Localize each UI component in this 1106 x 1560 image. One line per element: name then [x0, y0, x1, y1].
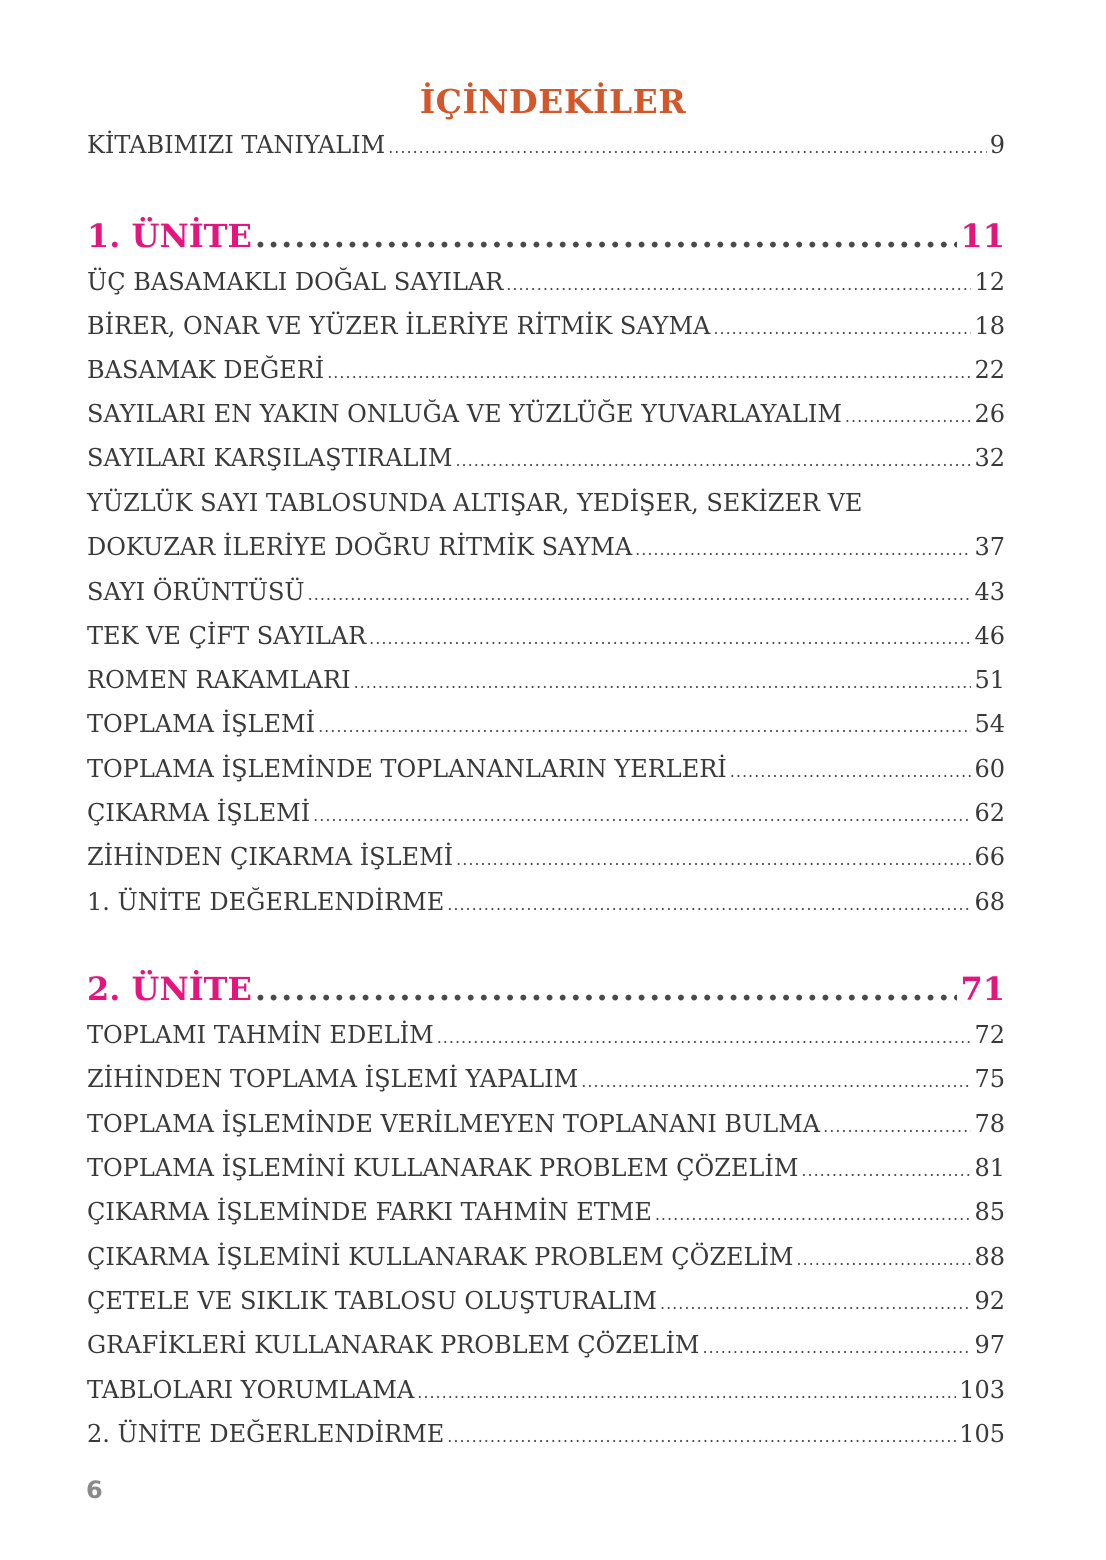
toc-entry-intro[interactable] — [87, 130, 1005, 163]
toc-entry-page: 12 — [974, 268, 1005, 296]
toc-entry-page: 54 — [974, 710, 1005, 738]
toc-entry-line-1[interactable] — [87, 488, 1005, 518]
dot-leader — [713, 314, 971, 344]
dot-leader — [255, 216, 958, 256]
toc-entry[interactable] — [87, 754, 1005, 787]
toc-entry[interactable] — [87, 1197, 1005, 1230]
toc-entry-page: 60 — [974, 755, 1005, 783]
toc-entry-page: 51 — [974, 666, 1005, 694]
toc-entry[interactable] — [87, 1419, 1005, 1452]
toc-entry-page: 105 — [959, 1420, 1005, 1448]
toc-entry-page: 78 — [974, 1110, 1005, 1138]
toc-entry-page: 103 — [959, 1376, 1005, 1404]
toc-entry[interactable] — [87, 1109, 1005, 1142]
toc-entry[interactable] — [87, 355, 1005, 388]
toc-entry-label: TOPLAMI TAHMİN EDELİM — [87, 1021, 434, 1049]
toc-entry-label: 1. ÜNİTE DEĞERLENDİRME — [87, 888, 445, 916]
toc-entry[interactable] — [87, 1330, 1005, 1363]
dot-leader — [730, 757, 972, 787]
toc-entry-page: 81 — [974, 1154, 1005, 1182]
toc-entry[interactable] — [87, 311, 1005, 344]
toc-entry-label: ZİHİNDEN TOPLAMA İŞLEMİ YAPALIM — [87, 1065, 579, 1093]
toc-entry-label: KİTABIMIZI TANIYALIM — [87, 131, 386, 159]
toc-entry-label: ZİHİNDEN ÇIKARMA İŞLEMİ — [87, 843, 454, 871]
toc-entry[interactable] — [87, 267, 1005, 300]
toc-entry-page: 75 — [974, 1065, 1005, 1093]
unit-heading-label: 2. ÜNİTE — [87, 970, 252, 1008]
toc-entry-page: 26 — [974, 400, 1005, 428]
unit-heading-1[interactable] — [87, 216, 1005, 256]
toc-entry-page: 37 — [974, 533, 1005, 561]
toc-entry[interactable] — [87, 1064, 1005, 1097]
toc-entry-page: 68 — [974, 888, 1005, 916]
toc-entry-label: ÜÇ BASAMAKLI DOĞAL SAYILAR — [87, 268, 504, 296]
dot-leader — [354, 668, 972, 698]
unit-heading-2[interactable] — [87, 969, 1005, 1009]
toc-entry-page: 88 — [974, 1243, 1005, 1271]
dot-leader — [845, 402, 972, 432]
toc-entry-label: TEK VE ÇİFT SAYILAR — [87, 622, 367, 650]
toc-entry-label: DOKUZAR İLERİYE DOĞRU RİTMİK SAYMA — [87, 533, 633, 561]
toc-entry-page: 22 — [974, 356, 1005, 384]
dot-leader — [655, 1200, 972, 1230]
toc-entry-label: YÜZLÜK SAYI TABLOSUNDA ALTIŞAR, YEDİŞER, SEKİZER VE — [87, 489, 863, 517]
toc-entry[interactable] — [87, 1286, 1005, 1319]
dot-leader — [506, 270, 971, 300]
toc-entry-label: SAYI ÖRÜNTÜSÜ — [87, 578, 305, 606]
toc-entry-label: ÇIKARMA İŞLEMİ — [87, 799, 311, 827]
toc-entry-label: TOPLAMA İŞLEMİNİ KULLANARAK PROBLEM ÇÖZELİM — [87, 1154, 799, 1182]
toc-entry[interactable] — [87, 1153, 1005, 1186]
dot-leader — [660, 1289, 971, 1319]
dot-leader — [447, 890, 971, 920]
dot-leader — [801, 1156, 971, 1186]
toc-entry-page: 32 — [974, 444, 1005, 472]
toc-entry-label: TOPLAMA İŞLEMİNDE VERİLMEYEN TOPLANANI BULMA — [87, 1110, 821, 1138]
toc-entry-page: 66 — [974, 843, 1005, 871]
dot-leader — [797, 1245, 972, 1275]
dot-leader — [388, 133, 987, 163]
toc-entry-label: ROMEN RAKAMLARI — [87, 666, 351, 694]
toc-entry[interactable] — [87, 577, 1005, 610]
toc-entry[interactable] — [87, 443, 1005, 476]
toc-entry-label: TABLOLARI YORUMLAMA — [87, 1376, 415, 1404]
toc-entry-page: 85 — [974, 1198, 1005, 1226]
toc-entry-page: 72 — [974, 1021, 1005, 1049]
toc-entry-label: TOPLAMA İŞLEMİ — [87, 710, 316, 738]
toc-entry-label: BİRER, ONAR VE YÜZER İLERİYE RİTMİK SAYMA — [87, 312, 711, 340]
dot-leader — [447, 1422, 956, 1452]
toc-entry-label: SAYILARI EN YAKIN ONLUĞA VE YÜZLÜĞE YUVARLAYALIM — [87, 400, 842, 428]
unit-heading-label: 1. ÜNİTE — [87, 217, 252, 255]
toc-entry[interactable] — [87, 842, 1005, 875]
toc-entry-label: 2. ÜNİTE DEĞERLENDİRME — [87, 1420, 445, 1448]
dot-leader — [635, 535, 971, 565]
toc-entry-page: 46 — [974, 622, 1005, 650]
dot-leader — [455, 446, 971, 476]
dot-leader — [318, 712, 971, 742]
dot-leader — [581, 1067, 971, 1097]
page-number: 6 — [86, 1476, 103, 1504]
toc-entry[interactable] — [87, 887, 1005, 920]
toc-entry[interactable] — [87, 1242, 1005, 1275]
toc-entry-page: 92 — [974, 1287, 1005, 1315]
toc-entry-label: BASAMAK DEĞERİ — [87, 356, 325, 384]
dot-leader — [823, 1112, 971, 1142]
toc-entry-label: ÇETELE VE SIKLIK TABLOSU OLUŞTURALIM — [87, 1287, 657, 1315]
dot-leader — [369, 624, 971, 654]
toc-entry-page: 9 — [989, 131, 1005, 159]
toc-entry-page: 18 — [974, 312, 1005, 340]
toc-entry-line-2[interactable] — [87, 532, 1005, 565]
toc-entry-label: GRAFİKLERİ KULLANARAK PROBLEM ÇÖZELİM — [87, 1331, 700, 1359]
dot-leader — [308, 580, 972, 610]
dot-leader — [255, 969, 958, 1009]
toc-entry-page: 62 — [974, 799, 1005, 827]
toc-entry-label: ÇIKARMA İŞLEMİNDE FARKI TAHMİN ETME — [87, 1198, 652, 1226]
dot-leader — [703, 1333, 972, 1363]
unit-heading-page: 71 — [960, 970, 1005, 1008]
dot-leader — [456, 845, 971, 875]
toc-entry[interactable] — [87, 665, 1005, 698]
dot-leader — [437, 1023, 972, 1053]
toc-entry[interactable] — [87, 1020, 1005, 1053]
toc-entry[interactable] — [87, 399, 1005, 432]
dot-leader — [327, 358, 971, 388]
toc-entry-label: TOPLAMA İŞLEMİNDE TOPLANANLARIN YERLERİ — [87, 755, 727, 783]
toc-entry[interactable] — [87, 621, 1005, 654]
toc-entry[interactable] — [87, 798, 1005, 831]
toc-entry-label: SAYILARI KARŞILAŞTIRALIM — [87, 444, 453, 472]
unit-heading-page: 11 — [960, 217, 1005, 255]
dot-leader — [313, 801, 971, 831]
dot-leader — [417, 1378, 956, 1408]
toc-entry[interactable] — [87, 1375, 1005, 1408]
toc-entry-label: ÇIKARMA İŞLEMİNİ KULLANARAK PROBLEM ÇÖZELİM — [87, 1243, 794, 1271]
toc-entry[interactable] — [87, 709, 1005, 742]
toc-entry-page: 43 — [974, 578, 1005, 606]
page-title: İÇİNDEKİLER — [419, 82, 687, 121]
toc-entry-page: 97 — [974, 1331, 1005, 1359]
